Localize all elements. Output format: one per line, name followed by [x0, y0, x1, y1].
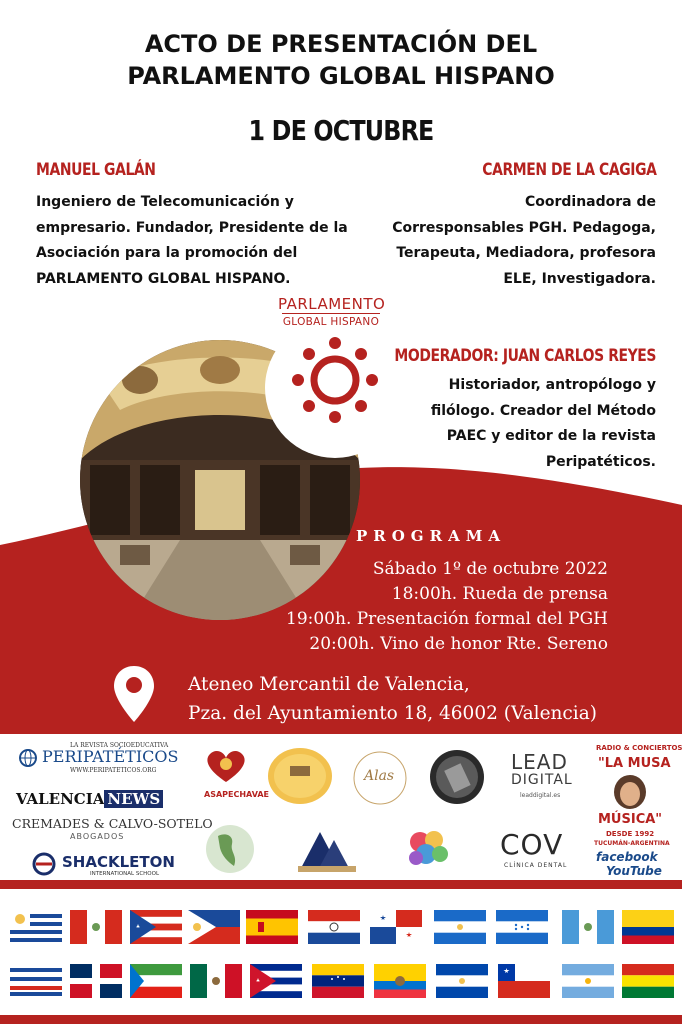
- shackleton-emblem-icon: [32, 852, 56, 876]
- radio-line-4: DESDE 1992: [606, 830, 655, 838]
- programa-label: PROGRAMA: [356, 527, 506, 545]
- speaker-2-name: CARMEN DE LA CAGIGA: [481, 160, 656, 180]
- moderator-description: [431, 373, 656, 475]
- programa-schedule: [286, 557, 608, 657]
- speaker-2-line: Coordinadora de: [524, 194, 656, 210]
- peripateticos-logo: PERIPATÉTICOS: [42, 747, 179, 766]
- programa-line: 18:00h. Rueda de prensa: [391, 584, 608, 604]
- cuesta-logo-icon: [290, 822, 364, 876]
- speaker-1-line: Asociación para la promoción del: [36, 245, 298, 261]
- flags-top-border: [0, 880, 682, 889]
- flag-bolivia-icon: [622, 964, 674, 998]
- title-line-1: ACTO DE PRESENTACIÓN DEL: [144, 30, 538, 58]
- moderator-line: Historiador, antropólogo y: [448, 377, 656, 393]
- location-line-1: Ateneo Mercantil de Valencia,: [188, 674, 470, 695]
- valencia-word: VALENCIA: [16, 790, 105, 808]
- moderator-name: MODERADOR: JUAN CARLOS REYES: [394, 346, 656, 366]
- speaker-2-line: Corresponsables PGH. Pedagoga,: [392, 219, 656, 236]
- pgh-logo-line-2: GLOBAL HISPANO: [282, 316, 380, 328]
- flag-panama-icon: [370, 910, 422, 944]
- flag-argentina-like-icon: [10, 964, 62, 998]
- sun-icon: [265, 318, 405, 458]
- moderator-line: Peripatéticos.: [545, 453, 656, 470]
- title-line-2: PARLAMENTO GLOBAL HISPANO: [127, 62, 555, 90]
- location-address: [188, 670, 597, 728]
- flag-mexico-icon: [190, 964, 242, 998]
- flag-chile-icon: [498, 964, 550, 998]
- flag-philippines-icon: [188, 910, 240, 944]
- flag-paraguay-icon: [308, 910, 360, 944]
- flag-cuba-icon: [250, 964, 302, 998]
- flag-guatemala-icon: [562, 910, 614, 944]
- asapechavae-heart-icon: [200, 746, 252, 786]
- flag-venezuela-icon: [312, 964, 364, 998]
- news-word: NEWS: [104, 790, 163, 808]
- location-line-2: Pza. del Ayuntamiento 18, 46002 (Valencia): [188, 703, 597, 724]
- flag-puerto-rico-icon: [130, 910, 182, 944]
- logo-circle: [265, 318, 405, 458]
- flags-bottom-border: [0, 1015, 682, 1024]
- speaker-1-line: empresario. Fundador, Presidente de la: [36, 219, 348, 236]
- speaker-1-name: MANUEL GALÁN: [36, 160, 156, 180]
- cremades-abogados: ABOGADOS: [70, 832, 125, 841]
- flag-argentina-icon: [562, 964, 614, 998]
- lead-logo: LEAD: [511, 750, 568, 774]
- event-date: 1 DE OCTUBRE: [248, 114, 434, 147]
- confederacion-logo-icon: [266, 746, 334, 806]
- film-reel-icon: [428, 748, 486, 806]
- cremades-logo: CREMADES & CALVO-SOTELO: [12, 816, 213, 831]
- pgh-logo-line-1: PARLAMENTO: [278, 295, 386, 313]
- voz-hispana-globe-icon: [200, 822, 260, 876]
- radio-host-photo-icon: [610, 774, 650, 810]
- peripateticos-globe-icon: [18, 748, 38, 768]
- programa-line: 20:00h. Vino de honor Rte. Sereno: [309, 634, 608, 654]
- lead-url: leaddigital.es: [520, 792, 561, 799]
- speaker-1-line: Ingeniero de Telecomunicación y: [36, 194, 294, 210]
- cov-logo: COV: [500, 828, 564, 861]
- sponsors-section: [0, 734, 682, 882]
- cov-subtitle: CLÍNICA DENTAL: [504, 862, 568, 869]
- speaker-2-line: Terapeuta, Mediadora, profesora: [396, 245, 656, 261]
- flag-equatorial-guinea-icon: [130, 964, 182, 998]
- colorful-hands-icon: [398, 820, 458, 878]
- speaker-2-line: ELE, Investigadora.: [503, 270, 656, 287]
- speaker-1-description: [36, 190, 348, 292]
- flag-ecuador-icon: [374, 964, 426, 998]
- valencia-news-logo: [16, 790, 163, 808]
- peripateticos-tagline: LA REVISTA SOCIOEDUCATIVA: [70, 742, 169, 749]
- radio-line-1: RADIO & CONCIERTOS: [596, 744, 682, 752]
- radio-line-2: "LA MUSA: [598, 756, 671, 771]
- asapechavae-label: ASAPECHAVAE: [204, 790, 269, 799]
- speaker-1-line: PARLAMENTO GLOBAL HISPANO.: [36, 270, 291, 287]
- shackleton-subtitle: INTERNATIONAL SCHOOL: [90, 871, 160, 877]
- moderator-line: filólogo. Creador del Método: [430, 402, 656, 419]
- moderator-line: PAEC y editor de la revista: [446, 428, 656, 444]
- radio-facebook: facebook: [596, 850, 658, 864]
- pgh-logo-divider: [282, 313, 380, 314]
- alas-label: Alas: [364, 768, 395, 784]
- radio-line-3: MÚSICA": [598, 812, 663, 827]
- flag-peru-icon: [70, 910, 122, 944]
- radio-line-5: TUCUMÁN-ARGENTINA: [594, 840, 670, 847]
- flag-el-salvador-icon: [436, 964, 488, 998]
- flag-uruguay-icon: [10, 910, 62, 944]
- flag-honduras-icon: [496, 910, 548, 944]
- flag-nicaragua-icon: [434, 910, 486, 944]
- flag-spain-icon: [246, 910, 298, 944]
- radio-musa-logo: [592, 740, 682, 880]
- programa-line: Sábado 1º de octubre 2022: [372, 559, 608, 579]
- digital-logo: DIGITAL: [511, 772, 573, 788]
- speaker-2-description: [392, 190, 656, 292]
- peripateticos-url: WWW.PERIPATETICOS.ORG: [70, 767, 157, 774]
- location-pin-icon: [112, 664, 156, 724]
- programa-line: 19:00h. Presentación formal del PGH: [286, 609, 608, 629]
- flag-colombia-icon: [622, 910, 674, 944]
- radio-youtube: YouTube: [606, 864, 662, 878]
- shackleton-logo: SHACKLETON: [62, 853, 175, 871]
- flag-dominican-republic-icon: [70, 964, 122, 998]
- pgh-logo: [278, 296, 384, 328]
